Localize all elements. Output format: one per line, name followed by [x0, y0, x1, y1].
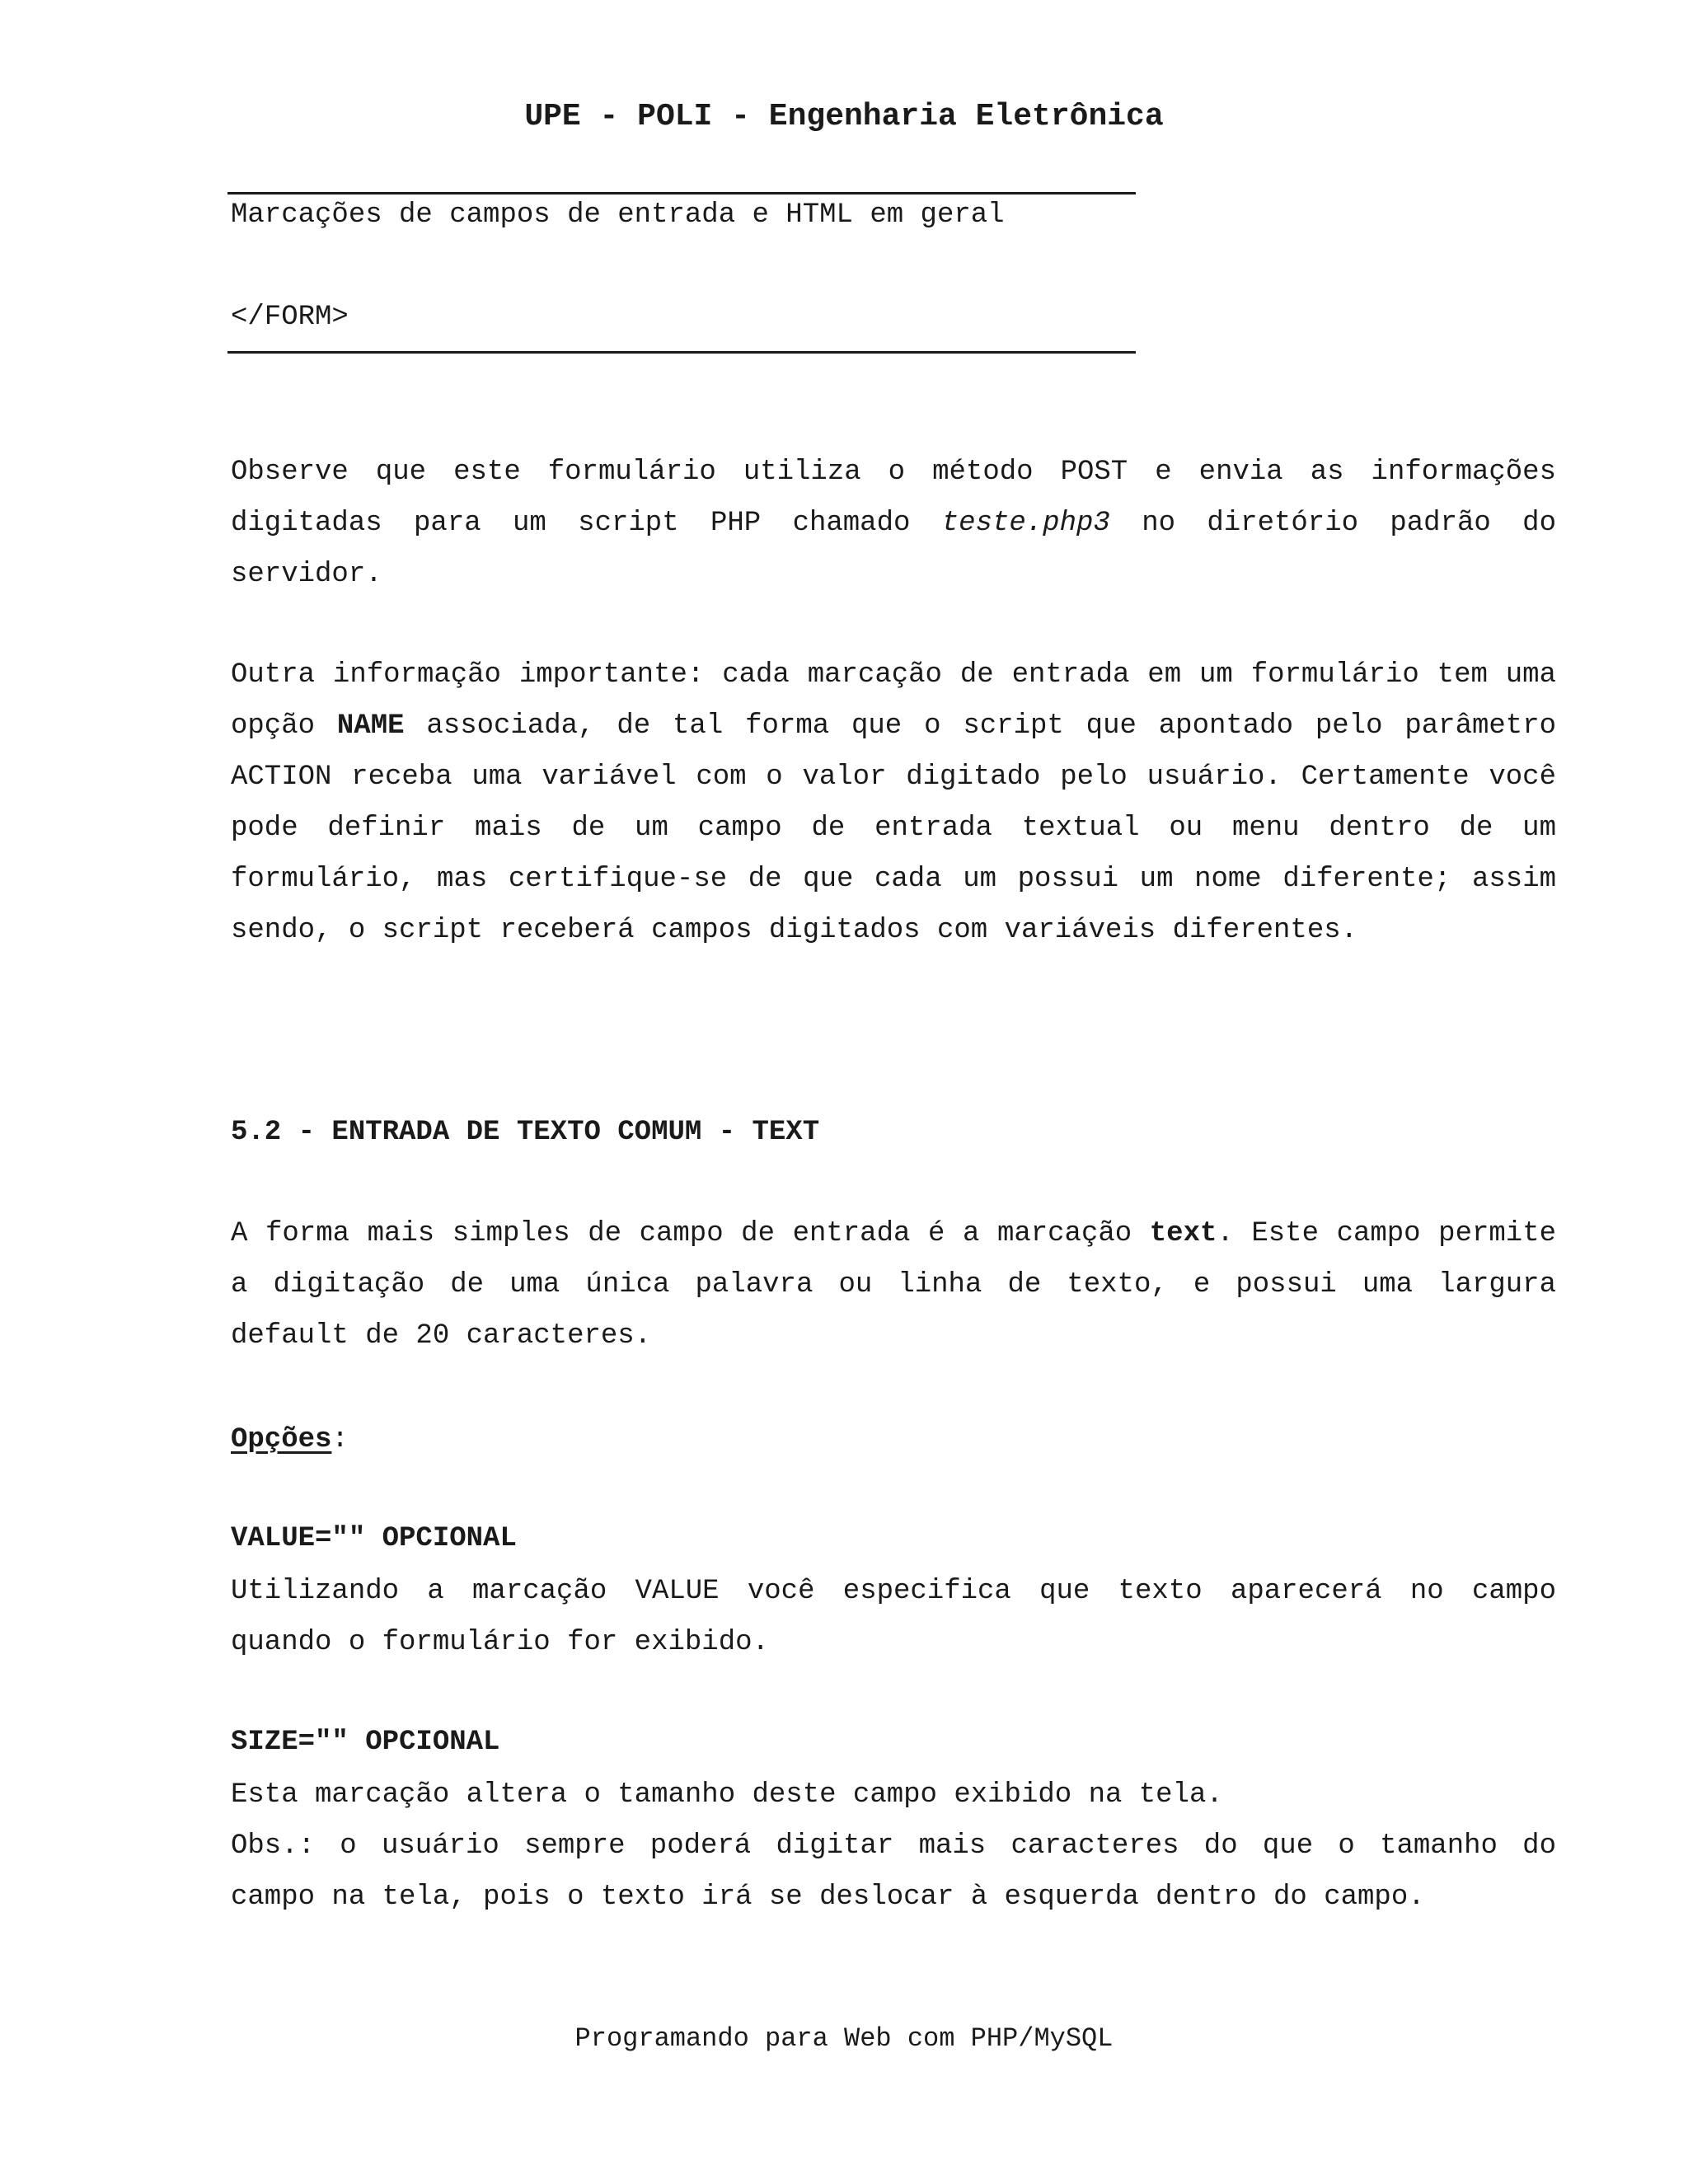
paragraph2-text-a: Outra informação importante: cada marcação de entrada em um formulário tem uma opção — [231, 659, 1556, 742]
paragraph2-text-b: associada, de tal forma que o script que apontado pelo parâmetro ACTION receba uma variável com o valor digitado pelo usuário. Certamente você pode definir mais de um campo de entrada textual ou menu dentro de um formulário, mas certifique-se de que cada um possui um nome diferente; assim sendo, o script receberá campos digitados com variáveis diferentes. — [231, 710, 1557, 946]
name-keyword: NAME — [336, 710, 405, 742]
text-keyword: text — [1149, 1218, 1217, 1249]
code-line-2: </FORM> — [231, 302, 349, 333]
page-header: UPE - POLI - Engenharia Eletrônica — [524, 99, 1164, 134]
paragraph3-text-a: A forma mais simples de campo de entrada é a marcação — [231, 1218, 1150, 1249]
code-box — [227, 192, 1136, 354]
code-line-1: Marcações de campos de entrada e HTML em geral — [231, 199, 1005, 231]
options-label — [231, 1420, 349, 1460]
size-option-description: Esta marcação altera o tamanho deste campo exibido na tela. — [231, 1779, 1223, 1811]
options-colon: : — [331, 1424, 349, 1455]
value-option-description: Utilizando a marcação VALUE você especifica que texto aparecerá no campo quando o formulário for exibido. — [231, 1576, 1556, 1658]
paragraph-name-option — [231, 649, 1556, 956]
options-label-text: Opções — [231, 1424, 332, 1455]
paragraph-post-method — [231, 447, 1556, 600]
size-option-note: Obs.: o usuário sempre poderá digitar mais caracteres do que o tamanho do campo na tela, pois o texto irá se deslocar à esquerda dentro do campo. — [231, 1830, 1556, 1913]
script-filename: teste.php3 — [941, 508, 1110, 539]
paragraph1-text-b: no diretório padrão do servidor. — [231, 508, 1556, 590]
paragraph-text-input — [231, 1208, 1556, 1361]
paragraph1-text-a: Observe que este formulário utiliza o método POST e envia as informações digitadas para um script PHP chamado — [231, 457, 1556, 539]
size-option-title: SIZE="" OPCIONAL — [231, 1727, 500, 1758]
value-option-title: VALUE="" OPCIONAL — [231, 1523, 517, 1554]
paragraph3-text-b: . Este campo permite a digitação de uma única palavra ou linha de texto, e possui uma largura default de 20 caracteres. — [231, 1218, 1556, 1352]
page-footer: Programando para Web com PHP/MySQL — [574, 2023, 1114, 2054]
section-heading: 5.2 - ENTRADA DE TEXTO COMUM - TEXT — [231, 1117, 820, 1148]
